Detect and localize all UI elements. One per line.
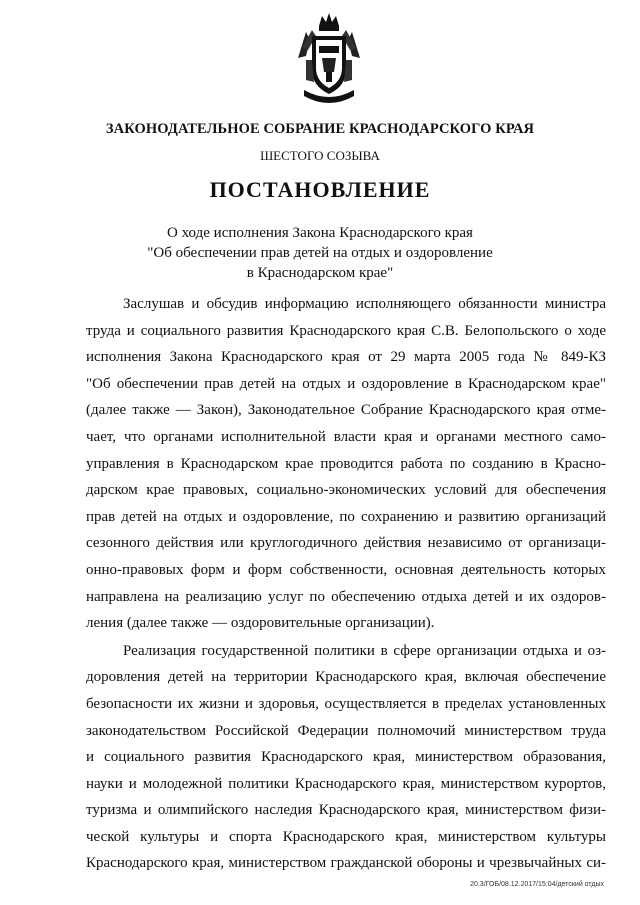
subject-line: в Краснодарском крае" [246,265,394,281]
file-reference-footer: 20.3/ГОБ/08.12.2017/15:04/детский отдых [470,881,604,888]
text-line: труда и социального развития Краснодарского края С.В. Белопольского о ходе [86,322,606,339]
text-line: (далее также — Закон), Законодательное Собрание Краснодарского края отме- [86,402,606,419]
text-line: ления (далее также — оздоровительные организации). [86,615,435,632]
text-line: Заслушав и обсудив информацию исполняющего обязанности министра [123,296,606,312]
subject-line: О ходе исполнения Закона Краснодарского края [167,225,473,241]
text-line: сезонного действия или круглогодичного действия независимо от организаци- [86,535,606,552]
paragraph-1 [86,291,606,637]
text-line: направлена на реализацию услуг по обеспечению отдыха детей и их оздоров- [86,588,606,605]
text-line: "Об обеспечении прав детей на отдых и оздоровление в Краснодарском крае" [86,375,606,392]
text-line: онно-правовых форм и форм собственности, основная деятельность которых [86,561,606,578]
text-line: управления в Краснодарском крае проводится работа по созданию в Красно- [86,455,606,472]
text-line: туризма и олимпийского наследия Краснодарского края, министерством физи- [86,802,606,819]
convocation: ШЕСТОГО СОЗЫВА [260,148,380,163]
text-line: чает, что органами исполнительной власти края и органами местного само- [86,428,606,445]
text-line: доровления детей на территории Краснодарского края, включая обеспечение [86,669,606,686]
text-line: прав детей на отдых и оздоровление, по сохранению и развитию организаций [86,508,606,525]
organization-name: ЗАКОНОДАТЕЛЬНОЕ СОБРАНИЕ КРАСНОДАРСКОГО КРАЯ [105,121,535,137]
text-line: дарском крае правовых, социально-экономических условий для обеспечения [86,482,606,499]
document-type-title: ПОСТАНОВЛЕНИЕ [209,177,431,202]
subject-line: "Об обеспечении прав детей на отдых и оздоровление [147,245,493,261]
text-line: науки и молодежной политики Краснодарского края, министерством курортов, [86,775,606,792]
resolution-subject [0,223,640,283]
text-line: Краснодарского края, министерством гражданской обороны и чрезвычайных си- [86,855,606,872]
document-body [86,291,606,877]
paragraph-2 [86,638,606,877]
krasnodar-coat-of-arms-emblem [292,10,366,110]
text-line: ческой культуры и спорта Краснодарского края, министерством культуры [86,828,606,845]
text-line: законодательством Российской Федерации полномочий министерством труда [86,722,606,739]
text-line: безопасности их жизни и здоровья, осуществляется в пределах установленных [86,695,606,712]
text-line: и социального развития Краснодарского края, министерством образования, [86,749,606,766]
text-line: исполнения Закона Краснодарского края от 29 марта 2005 года № 849-КЗ [86,349,606,366]
text-line: Реализация государственной политики в сфере организации отдыха и оз- [123,642,606,659]
